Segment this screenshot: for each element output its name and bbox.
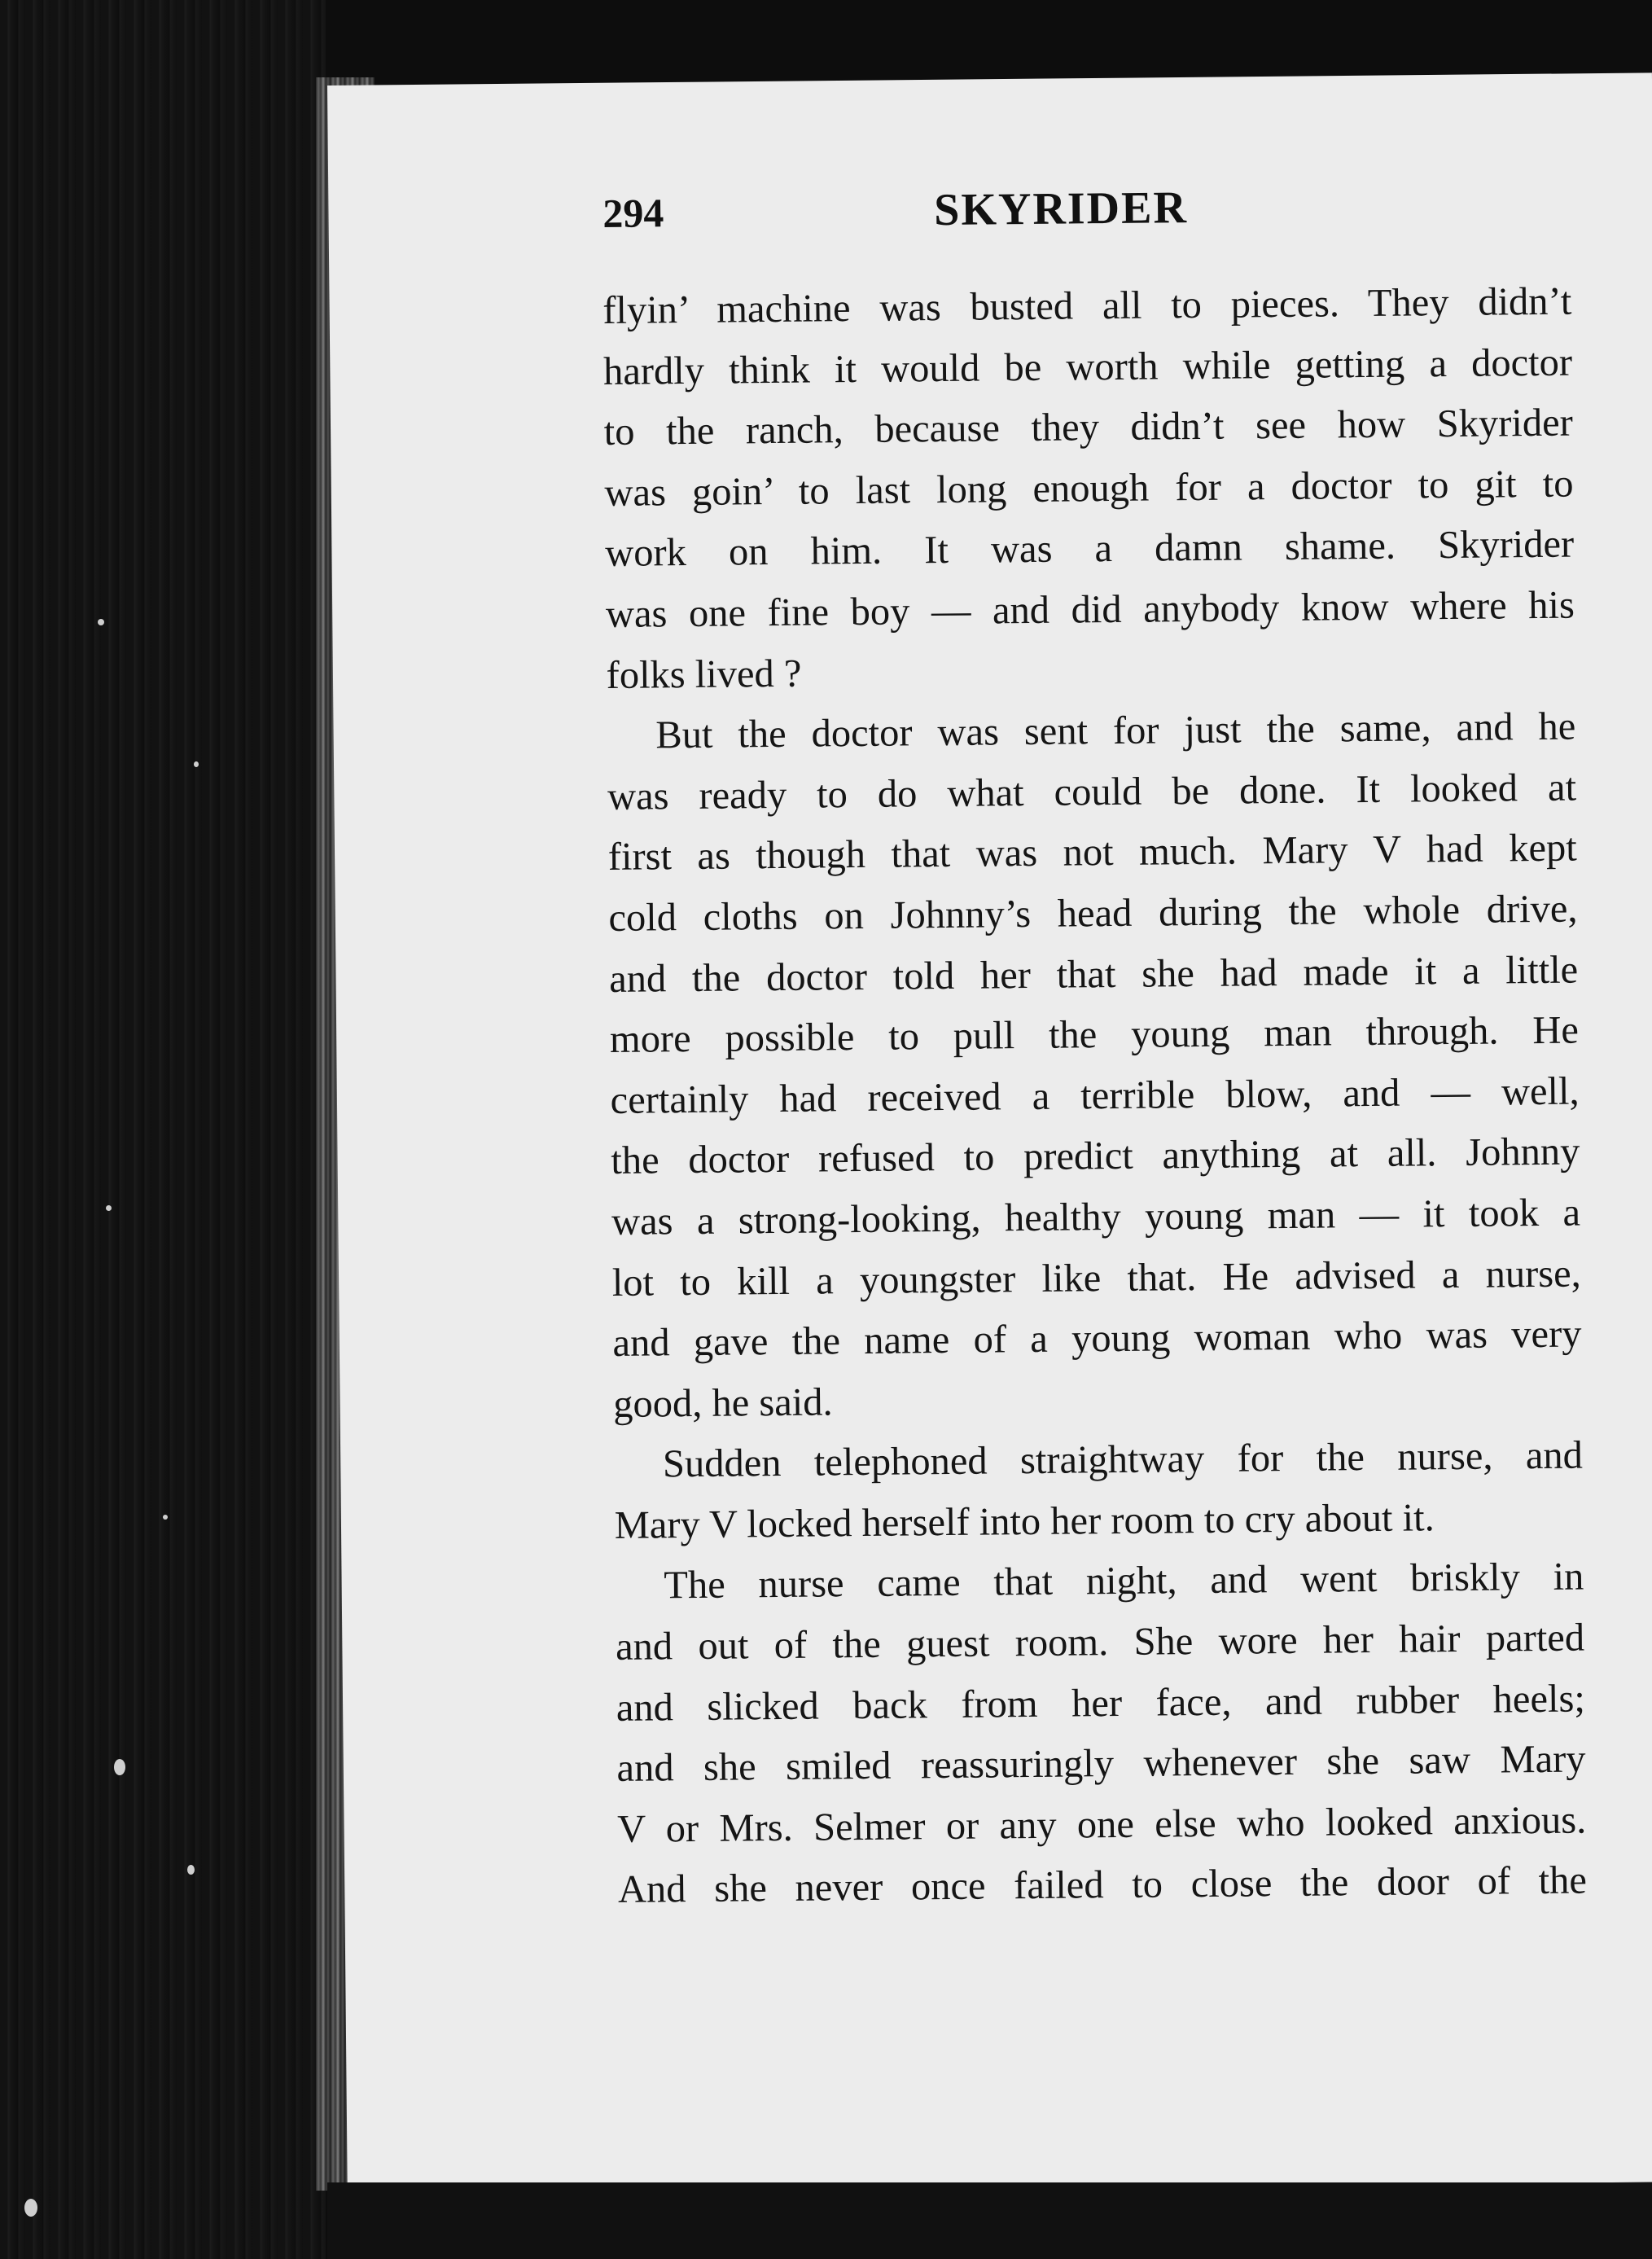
page-bottom-shadow [327, 2182, 1652, 2259]
text-line: good, he said. [612, 1380, 833, 1426]
text-line: And she never once failed to close the door of the [617, 1858, 1588, 1912]
text-line: and she smiled reassuringly whenever she saw Mary [616, 1737, 1586, 1791]
text-line: and out of the guest room. She wore her hair parted [615, 1616, 1585, 1669]
text-line: flyin’ machine was busted all to pieces. They didn’t [603, 279, 1572, 332]
binding-speck [98, 619, 104, 625]
binding-speck [163, 1515, 168, 1520]
text-line: first as though that was not much. Mary V had kept [607, 826, 1577, 879]
text-line: hardly think it would be worth while getting a doctor [603, 340, 1573, 393]
text-line: Mary V locked herself into her room to cry about it. [614, 1496, 1435, 1547]
text-line: certainly had received a terrible blow, and — well, [610, 1069, 1580, 1122]
text-line: and the doctor told her that she had made it a little [608, 948, 1579, 1001]
text-line: V or Mrs. Selmer or any one else who looked anxious. [616, 1798, 1587, 1851]
book-binding [0, 0, 326, 2259]
text-line: was one fine boy — and did anybody know where his [605, 583, 1575, 636]
text-line: cold cloths on Johnny’s head during the whole drive, [608, 887, 1578, 940]
text-line: was ready to do what could be done. It looked at [607, 765, 1577, 818]
text-line: The nurse came that night, and went briskly in [664, 1555, 1584, 1608]
text-line: to the ranch, because they didn’t see how Skyrider [603, 401, 1573, 454]
text-line: work on him. It was a damn shame. Skyrider [604, 522, 1575, 576]
text-line: But the doctor was sent for just the same, and he [655, 704, 1576, 757]
body-text [603, 272, 1587, 1921]
text-line: was a strong-looking, healthy young man — it took a [611, 1191, 1581, 1244]
binding-speck [24, 2199, 37, 2217]
binding-speck [106, 1205, 112, 1211]
running-head: SKYRIDER [933, 182, 1189, 236]
binding-speck [194, 761, 199, 767]
text-line: the doctor refused to predict anything at all. Johnny [611, 1130, 1580, 1183]
page-number: 294 [603, 190, 664, 236]
page-header [603, 181, 1540, 255]
text-line: was goin’ to last long enough for a doctor to git to [604, 462, 1574, 515]
text-line: lot to kill a youngster like that. He advised a nurse, [611, 1252, 1582, 1305]
text-line: folks lived ? [606, 651, 802, 697]
binding-speck [114, 1759, 125, 1775]
text-line: and gave the name of a young woman who was very [612, 1312, 1582, 1366]
text-line: Sudden telephoned straightway for the nurse, and [662, 1433, 1584, 1486]
binding-speck [187, 1865, 195, 1875]
text-line: more possible to pull the young man through. He [609, 1008, 1580, 1062]
text-line: and slicked back from her face, and rubber heels; [616, 1677, 1586, 1730]
